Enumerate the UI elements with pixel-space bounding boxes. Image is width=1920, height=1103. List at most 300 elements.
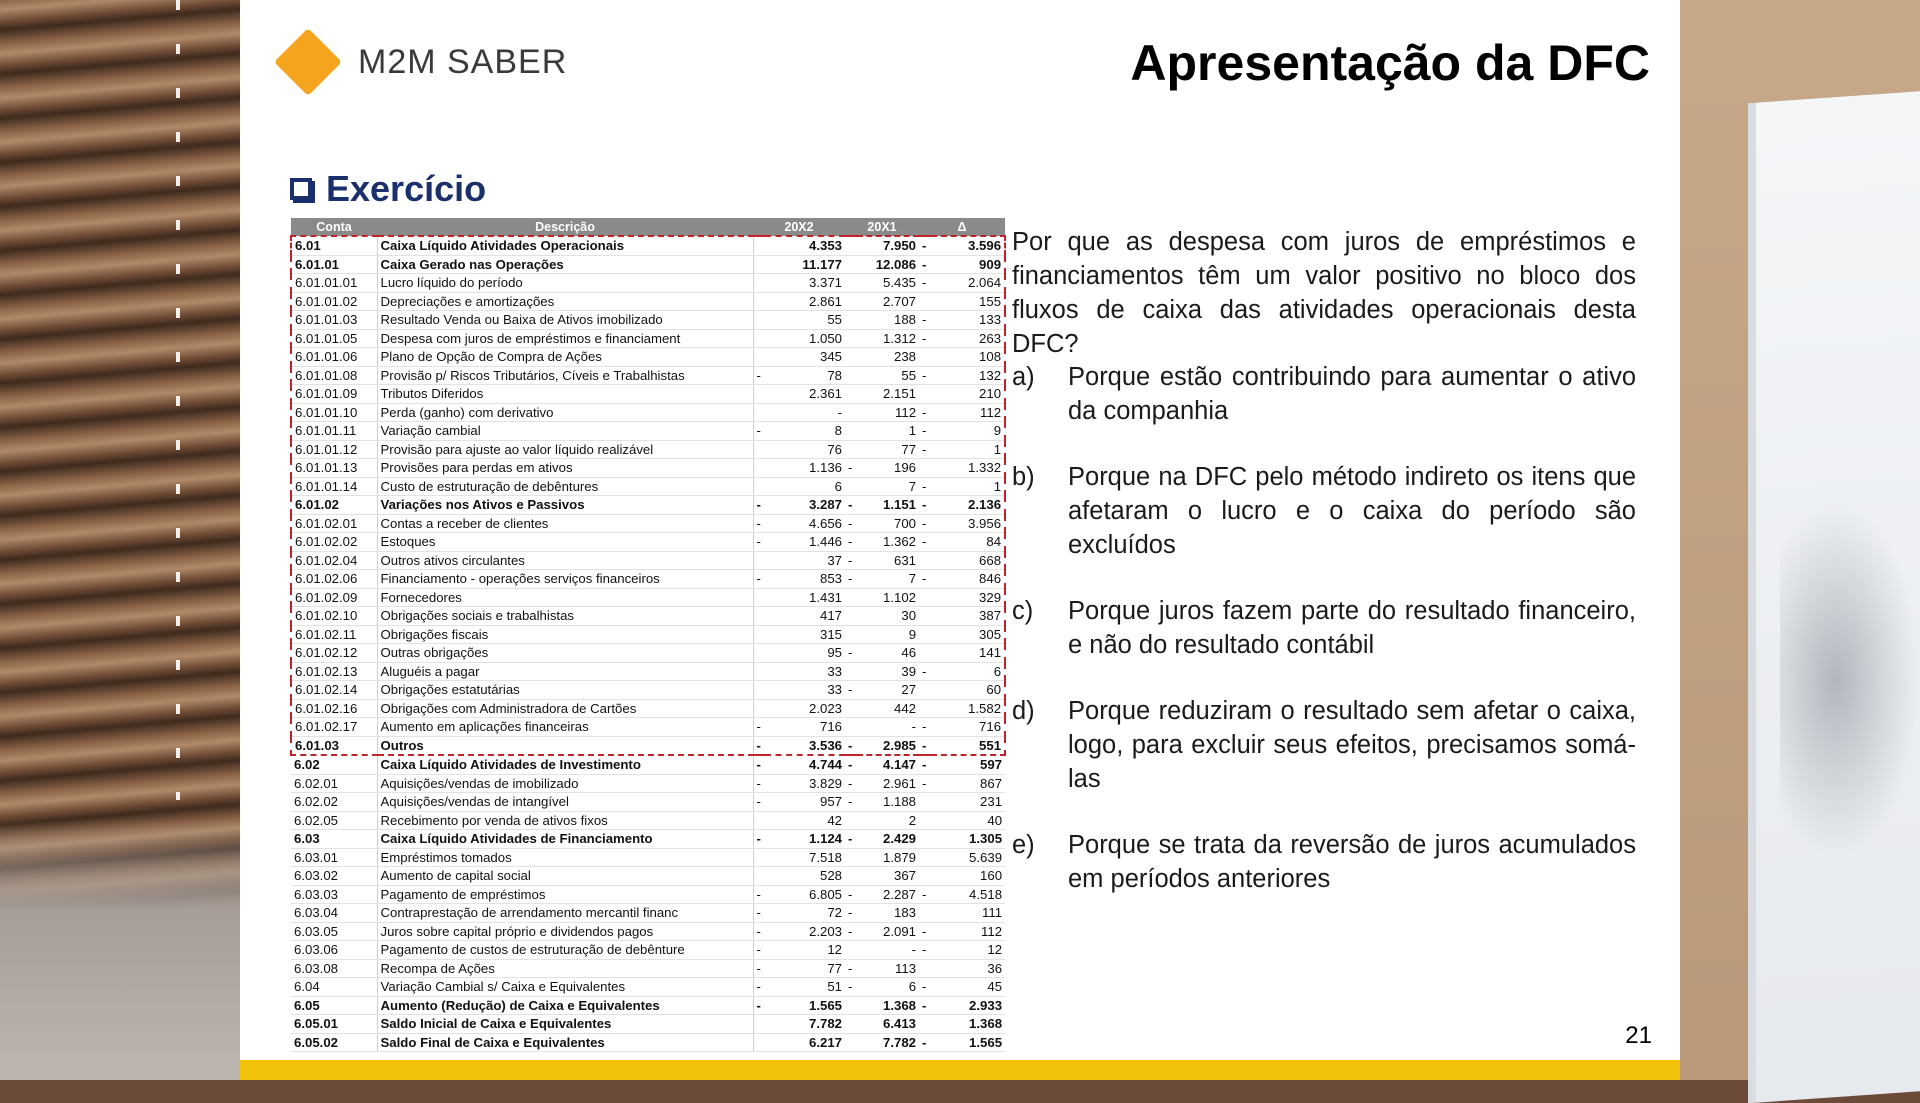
cell-descricao: Lucro líquido do período xyxy=(377,274,753,293)
brand-logo xyxy=(272,28,567,96)
cell-descricao: Caixa Líquido Atividades Operacionais xyxy=(377,236,753,255)
cell-value-delta: 160 xyxy=(931,867,1005,886)
cell-value-20x2: 7.782 xyxy=(765,1015,845,1034)
cell-sign-delta xyxy=(919,607,931,626)
option-text: Porque na DFC pelo método indireto os itens que afetaram o lucro e o caixa do período são excluídos xyxy=(1068,463,1636,559)
cell-sign-20x1: - xyxy=(845,644,857,663)
cell-descricao: Obrigações fiscais xyxy=(377,625,753,644)
cell-value-20x2: 2.861 xyxy=(765,292,845,311)
cell-conta: 6.01.01.05 xyxy=(291,329,377,348)
cell-sign-20x2 xyxy=(753,440,765,459)
cell-value-delta: 133 xyxy=(931,311,1005,330)
cell-sign-20x2: - xyxy=(753,718,765,737)
cell-conta: 6.02.05 xyxy=(291,811,377,830)
cell-sign-20x1 xyxy=(845,366,857,385)
cell-sign-20x1 xyxy=(845,1015,857,1034)
cell-value-20x2: 72 xyxy=(765,904,845,923)
cell-value-delta: 132 xyxy=(931,366,1005,385)
cell-value-delta: 263 xyxy=(931,329,1005,348)
cell-sign-delta: - xyxy=(919,736,931,755)
cell-value-20x1: 2.429 xyxy=(857,830,919,849)
cell-value-delta: 36 xyxy=(931,959,1005,978)
cell-value-20x2: 7.518 xyxy=(765,848,845,867)
cell-sign-20x1 xyxy=(845,1033,857,1052)
cell-value-delta: 6 xyxy=(931,662,1005,681)
footer-bar xyxy=(240,1060,1680,1080)
cell-value-20x1: 39 xyxy=(857,662,919,681)
cell-value-20x2: 3.287 xyxy=(765,496,845,515)
cell-value-delta: 111 xyxy=(931,904,1005,923)
cell-sign-20x2 xyxy=(753,403,765,422)
cell-value-20x1: 2.151 xyxy=(857,385,919,404)
cell-conta: 6.01.01.10 xyxy=(291,403,377,422)
cell-value-20x2: 3.536 xyxy=(765,736,845,755)
cell-value-20x1: 367 xyxy=(857,867,919,886)
cell-descricao: Aluguéis a pagar xyxy=(377,662,753,681)
cell-value-20x2: 2.361 xyxy=(765,385,845,404)
cell-value-20x2: 33 xyxy=(765,662,845,681)
cell-sign-20x1 xyxy=(845,625,857,644)
cell-value-delta: 12 xyxy=(931,941,1005,960)
cell-sign-delta xyxy=(919,459,931,478)
cell-sign-20x2: - xyxy=(753,978,765,997)
cell-value-20x1: 631 xyxy=(857,551,919,570)
cell-sign-20x2 xyxy=(753,681,765,700)
header-conta: Conta xyxy=(291,218,377,236)
cell-descricao: Contraprestação de arrendamento mercantil financ xyxy=(377,904,753,923)
cell-sign-20x2 xyxy=(753,811,765,830)
cell-value-20x2: 315 xyxy=(765,625,845,644)
option-letter: b) xyxy=(1012,463,1035,491)
cell-sign-20x2: - xyxy=(753,830,765,849)
cell-value-20x2: 6 xyxy=(765,477,845,496)
cell-value-delta: 1.305 xyxy=(931,830,1005,849)
cell-value-20x2: 1.124 xyxy=(765,830,845,849)
header-20x1: 20X1 xyxy=(845,218,919,236)
cell-descricao: Tributos Diferidos xyxy=(377,385,753,404)
cell-sign-20x1 xyxy=(845,329,857,348)
cell-conta: 6.03.02 xyxy=(291,867,377,886)
cell-descricao: Empréstimos tomados xyxy=(377,848,753,867)
option-text: Porque reduziram o resultado sem afetar o caixa, logo, para excluir seus efeitos, precisamos somá-las xyxy=(1068,697,1636,793)
cell-value-20x1: 1.312 xyxy=(857,329,919,348)
cell-sign-delta: - xyxy=(919,996,931,1015)
cell-value-20x2: 77 xyxy=(765,959,845,978)
cell-sign-20x2 xyxy=(753,477,765,496)
cell-sign-20x2: - xyxy=(753,793,765,812)
table-row xyxy=(291,459,1005,478)
cell-descricao: Saldo Final de Caixa e Equivalentes xyxy=(377,1033,753,1052)
cell-value-20x2: 95 xyxy=(765,644,845,663)
cell-value-20x1: 1.151 xyxy=(857,496,919,515)
cell-sign-delta: - xyxy=(919,311,931,330)
cell-sign-20x2: - xyxy=(753,922,765,941)
cell-conta: 6.02.02 xyxy=(291,793,377,812)
table-row xyxy=(291,255,1005,274)
cell-value-delta: 112 xyxy=(931,403,1005,422)
cell-descricao: Variações nos Ativos e Passivos xyxy=(377,496,753,515)
option-letter: d) xyxy=(1012,697,1035,725)
question-text: Por que as despesa com juros de empréstimos e financiamentos têm um valor positivo no bloco dos fluxos de caixa das atividades operacionais desta DFC? xyxy=(1012,228,1636,358)
cell-sign-delta: - xyxy=(919,274,931,293)
cell-sign-delta xyxy=(919,811,931,830)
cell-descricao: Despesa com juros de empréstimos e financiament xyxy=(377,329,753,348)
cell-conta: 6.04 xyxy=(291,978,377,997)
cell-sign-delta: - xyxy=(919,755,931,774)
table-row xyxy=(291,496,1005,515)
option-d xyxy=(1012,694,1636,796)
header-20x2: 20X2 xyxy=(753,218,845,236)
cell-conta: 6.01.01.01 xyxy=(291,274,377,293)
cell-value-20x2: 1.565 xyxy=(765,996,845,1015)
cell-conta: 6.05.01 xyxy=(291,1015,377,1034)
cell-sign-20x1: - xyxy=(845,885,857,904)
cell-sign-20x1 xyxy=(845,848,857,867)
cell-value-20x2: 6.805 xyxy=(765,885,845,904)
table-row xyxy=(291,292,1005,311)
cell-descricao: Contas a receber de clientes xyxy=(377,514,753,533)
table-row xyxy=(291,959,1005,978)
cell-value-delta: 1.332 xyxy=(931,459,1005,478)
cell-conta: 6.01.01.02 xyxy=(291,292,377,311)
cell-sign-delta xyxy=(919,625,931,644)
table-row xyxy=(291,533,1005,552)
cell-value-delta: 4.518 xyxy=(931,885,1005,904)
table-row xyxy=(291,718,1005,737)
cell-sign-20x1 xyxy=(845,274,857,293)
option-letter: a) xyxy=(1012,363,1035,391)
cell-value-20x1: 1.102 xyxy=(857,588,919,607)
cell-descricao: Caixa Gerado nas Operações xyxy=(377,255,753,274)
cell-sign-delta xyxy=(919,848,931,867)
cell-sign-delta: - xyxy=(919,774,931,793)
table-row xyxy=(291,366,1005,385)
cell-sign-20x1: - xyxy=(845,755,857,774)
cell-descricao: Aumento (Redução) de Caixa e Equivalentes xyxy=(377,996,753,1015)
table-row xyxy=(291,311,1005,330)
cell-value-20x1: 6.413 xyxy=(857,1015,919,1034)
cell-value-delta: 155 xyxy=(931,292,1005,311)
cell-value-20x2: 33 xyxy=(765,681,845,700)
cell-conta: 6.01.01 xyxy=(291,255,377,274)
cell-value-delta: 387 xyxy=(931,607,1005,626)
cell-value-delta: 60 xyxy=(931,681,1005,700)
checkbox-bullet-icon xyxy=(290,178,312,200)
cell-value-20x1: 2 xyxy=(857,811,919,830)
cell-value-20x1: 1.188 xyxy=(857,793,919,812)
cell-sign-20x2: - xyxy=(753,570,765,589)
cell-sign-20x2 xyxy=(753,274,765,293)
presentation-slide xyxy=(240,0,1680,1080)
table-row xyxy=(291,422,1005,441)
cell-value-20x2: 4.656 xyxy=(765,514,845,533)
option-text: Porque juros fazem parte do resultado financeiro, e não do resultado contábil xyxy=(1068,597,1636,659)
cell-value-delta: 141 xyxy=(931,644,1005,663)
option-b xyxy=(1012,460,1636,562)
table-row xyxy=(291,941,1005,960)
cell-value-20x2: 1.136 xyxy=(765,459,845,478)
cell-conta: 6.01.02.13 xyxy=(291,662,377,681)
table-row xyxy=(291,978,1005,997)
cell-sign-delta: - xyxy=(919,496,931,515)
cell-conta: 6.01.03 xyxy=(291,736,377,755)
cell-conta: 6.01.01.03 xyxy=(291,311,377,330)
cell-conta: 6.03.06 xyxy=(291,941,377,960)
cell-value-delta: 1.368 xyxy=(931,1015,1005,1034)
cell-conta: 6.01.02.17 xyxy=(291,718,377,737)
cell-sign-delta: - xyxy=(919,514,931,533)
cell-value-delta: 1.582 xyxy=(931,699,1005,718)
cell-conta: 6.01.02.11 xyxy=(291,625,377,644)
answer-options xyxy=(1012,360,1636,896)
cell-value-20x1: 2.287 xyxy=(857,885,919,904)
table-row xyxy=(291,440,1005,459)
cell-value-20x2: 417 xyxy=(765,607,845,626)
cell-conta: 6.02 xyxy=(291,755,377,774)
cell-value-20x2: 6.217 xyxy=(765,1033,845,1052)
cell-sign-20x1 xyxy=(845,867,857,886)
cell-sign-20x2 xyxy=(753,699,765,718)
cell-value-20x2: - xyxy=(765,403,845,422)
cell-sign-20x2: - xyxy=(753,755,765,774)
cell-value-20x2: 1.050 xyxy=(765,329,845,348)
cell-sign-20x1 xyxy=(845,941,857,960)
option-a xyxy=(1012,360,1636,428)
cell-descricao: Aquisições/vendas de imobilizado xyxy=(377,774,753,793)
cell-value-20x2: 37 xyxy=(765,551,845,570)
cell-sign-20x2 xyxy=(753,236,765,255)
cell-value-delta: 108 xyxy=(931,348,1005,367)
cell-descricao: Recompa de Ações xyxy=(377,959,753,978)
cell-value-20x1: 2.961 xyxy=(857,774,919,793)
header-descricao: Descrição xyxy=(377,218,753,236)
cell-conta: 6.01.02.04 xyxy=(291,551,377,570)
cell-value-20x1: 30 xyxy=(857,607,919,626)
cell-sign-delta xyxy=(919,348,931,367)
cell-sign-20x1: - xyxy=(845,978,857,997)
cell-sign-20x1: - xyxy=(845,904,857,923)
cell-value-20x1: 112 xyxy=(857,403,919,422)
cell-value-20x1: 2.091 xyxy=(857,922,919,941)
cell-conta: 6.01 xyxy=(291,236,377,255)
cell-sign-20x2: - xyxy=(753,736,765,755)
cell-sign-20x2: - xyxy=(753,774,765,793)
cell-value-20x2: 957 xyxy=(765,793,845,812)
cell-conta: 6.01.01.12 xyxy=(291,440,377,459)
cell-sign-20x2 xyxy=(753,607,765,626)
cell-descricao: Provisão para ajuste ao valor líquido realizável xyxy=(377,440,753,459)
cell-value-20x2: 3.829 xyxy=(765,774,845,793)
cell-sign-20x1: - xyxy=(845,459,857,478)
cell-descricao: Variação Cambial s/ Caixa e Equivalentes xyxy=(377,978,753,997)
slide-title: Apresentação da DFC xyxy=(1130,35,1650,91)
page-number: 21 xyxy=(1625,1022,1652,1049)
cell-sign-20x1 xyxy=(845,403,857,422)
table-row xyxy=(291,755,1005,774)
cell-sign-delta xyxy=(919,904,931,923)
cell-sign-20x2: - xyxy=(753,422,765,441)
cell-sign-20x1 xyxy=(845,588,857,607)
cell-sign-20x2 xyxy=(753,662,765,681)
table-row xyxy=(291,588,1005,607)
option-letter: c) xyxy=(1012,597,1034,625)
cell-value-delta: 551 xyxy=(931,736,1005,755)
cell-value-20x2: 51 xyxy=(765,978,845,997)
section-heading xyxy=(290,168,486,210)
cell-value-delta: 231 xyxy=(931,793,1005,812)
cell-sign-20x2 xyxy=(753,1015,765,1034)
cell-value-delta: 210 xyxy=(931,385,1005,404)
cell-value-20x1: - xyxy=(857,941,919,960)
cell-value-delta: 3.596 xyxy=(931,236,1005,255)
cell-sign-20x1: - xyxy=(845,514,857,533)
cell-sign-20x2: - xyxy=(753,366,765,385)
cell-conta: 6.01.02.16 xyxy=(291,699,377,718)
cell-sign-20x2 xyxy=(753,311,765,330)
cell-descricao: Variação cambial xyxy=(377,422,753,441)
cell-descricao: Provisões para perdas em ativos xyxy=(377,459,753,478)
cell-value-20x2: 2.203 xyxy=(765,922,845,941)
cell-value-delta: 597 xyxy=(931,755,1005,774)
cell-value-20x2: 4.744 xyxy=(765,755,845,774)
diamond-logo-icon xyxy=(274,28,342,96)
table-row xyxy=(291,607,1005,626)
table-row xyxy=(291,811,1005,830)
cell-value-20x1: 55 xyxy=(857,366,919,385)
cell-descricao: Resultado Venda ou Baixa de Ativos imobilizado xyxy=(377,311,753,330)
cell-sign-delta xyxy=(919,644,931,663)
cell-value-20x2: 4.353 xyxy=(765,236,845,255)
section-title: Exercício xyxy=(326,168,487,209)
cell-value-20x2: 2.023 xyxy=(765,699,845,718)
cell-sign-20x2 xyxy=(753,644,765,663)
cell-descricao: Depreciações e amortizações xyxy=(377,292,753,311)
cell-value-20x1: 77 xyxy=(857,440,919,459)
cell-value-delta: 305 xyxy=(931,625,1005,644)
cell-sign-delta xyxy=(919,385,931,404)
cell-descricao: Caixa Líquido Atividades de Financiamento xyxy=(377,830,753,849)
cell-value-delta: 668 xyxy=(931,551,1005,570)
cell-sign-20x1 xyxy=(845,292,857,311)
cell-value-delta: 1 xyxy=(931,477,1005,496)
cell-value-20x2: 78 xyxy=(765,366,845,385)
cell-sign-20x1: - xyxy=(845,774,857,793)
cell-value-delta: 40 xyxy=(931,811,1005,830)
cell-conta: 6.03.08 xyxy=(291,959,377,978)
cell-value-delta: 2.136 xyxy=(931,496,1005,515)
cell-sign-20x2: - xyxy=(753,885,765,904)
table-body xyxy=(291,236,1005,1052)
cell-value-20x2: 11.177 xyxy=(765,255,845,274)
cell-value-delta: 1 xyxy=(931,440,1005,459)
cell-value-20x1: 12.086 xyxy=(857,255,919,274)
cell-sign-delta xyxy=(919,551,931,570)
cell-value-20x2: 12 xyxy=(765,941,845,960)
cell-conta: 6.01.02.10 xyxy=(291,607,377,626)
cell-sign-20x1: - xyxy=(845,551,857,570)
cell-sign-20x1: - xyxy=(845,959,857,978)
cell-sign-delta xyxy=(919,588,931,607)
cell-descricao: Aumento em aplicações financeiras xyxy=(377,718,753,737)
table-row xyxy=(291,736,1005,755)
cell-sign-20x2 xyxy=(753,588,765,607)
cell-descricao: Perda (ganho) com derivativo xyxy=(377,403,753,422)
cell-value-delta: 5.639 xyxy=(931,848,1005,867)
cell-value-20x1: 9 xyxy=(857,625,919,644)
cell-conta: 6.01.02.14 xyxy=(291,681,377,700)
cell-sign-20x1: - xyxy=(845,793,857,812)
table-row xyxy=(291,867,1005,886)
cell-value-20x1: 27 xyxy=(857,681,919,700)
cell-conta: 6.01.02.06 xyxy=(291,570,377,589)
cell-sign-20x1 xyxy=(845,422,857,441)
cell-value-20x1: 113 xyxy=(857,959,919,978)
table-header-row xyxy=(291,218,1005,236)
cell-sign-delta: - xyxy=(919,978,931,997)
cell-conta: 6.01.02.02 xyxy=(291,533,377,552)
cell-value-20x1: 5.435 xyxy=(857,274,919,293)
cell-descricao: Outros ativos circulantes xyxy=(377,551,753,570)
option-text: Porque estão contribuindo para aumentar o ativo da companhia xyxy=(1068,363,1636,425)
cell-sign-delta xyxy=(919,292,931,311)
cell-value-20x1: 1 xyxy=(857,422,919,441)
cell-value-20x2: 345 xyxy=(765,348,845,367)
cell-descricao: Financiamento - operações serviços financeiros xyxy=(377,570,753,589)
cell-sign-20x1: - xyxy=(845,533,857,552)
cell-sign-delta: - xyxy=(919,570,931,589)
cell-sign-delta xyxy=(919,681,931,700)
cell-sign-delta: - xyxy=(919,885,931,904)
cell-sign-delta: - xyxy=(919,718,931,737)
table-row xyxy=(291,348,1005,367)
cell-sign-20x1 xyxy=(845,236,857,255)
table-row xyxy=(291,514,1005,533)
cell-sign-delta xyxy=(919,959,931,978)
cell-value-20x1: 1.879 xyxy=(857,848,919,867)
table-row xyxy=(291,625,1005,644)
table-row xyxy=(291,329,1005,348)
table-row xyxy=(291,996,1005,1015)
cell-sign-20x1 xyxy=(845,477,857,496)
cell-conta: 6.01.01.06 xyxy=(291,348,377,367)
table-row xyxy=(291,830,1005,849)
table-row xyxy=(291,1015,1005,1034)
cell-sign-delta: - xyxy=(919,1033,931,1052)
cell-sign-20x2 xyxy=(753,848,765,867)
cell-value-20x1: 7.950 xyxy=(857,236,919,255)
cell-sign-delta: - xyxy=(919,255,931,274)
table-row xyxy=(291,644,1005,663)
cell-conta: 6.01.02.09 xyxy=(291,588,377,607)
header-delta: Δ xyxy=(919,218,1005,236)
cell-conta: 6.01.02.01 xyxy=(291,514,377,533)
table-row xyxy=(291,403,1005,422)
presenter-shadow xyxy=(1780,500,1920,860)
cell-value-20x1: 700 xyxy=(857,514,919,533)
table-row xyxy=(291,570,1005,589)
cell-sign-delta: - xyxy=(919,533,931,552)
cell-sign-20x2 xyxy=(753,329,765,348)
cell-sign-20x1 xyxy=(845,662,857,681)
table-row xyxy=(291,922,1005,941)
cell-value-20x1: 1.368 xyxy=(857,996,919,1015)
cell-descricao: Custo de estruturação de debêntures xyxy=(377,477,753,496)
cell-sign-20x1 xyxy=(845,811,857,830)
table-row xyxy=(291,681,1005,700)
cell-value-20x2: 3.371 xyxy=(765,274,845,293)
cell-descricao: Juros sobre capital próprio e dividendos pagos xyxy=(377,922,753,941)
cell-value-20x1: 188 xyxy=(857,311,919,330)
